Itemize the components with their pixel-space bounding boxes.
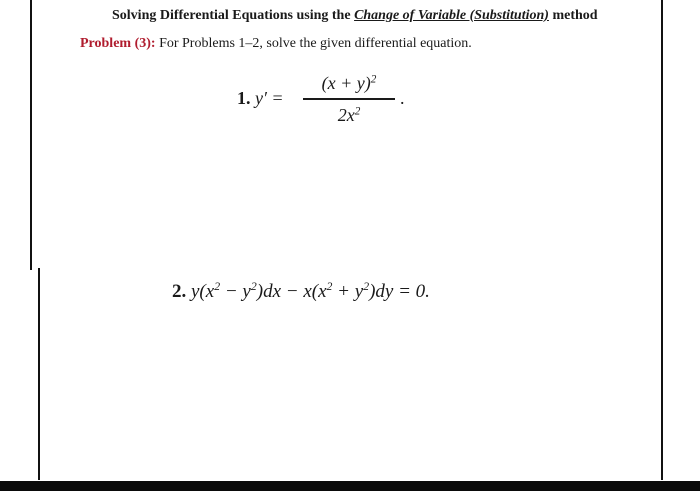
equation-2-part: − y xyxy=(220,281,251,302)
equation-2-expression xyxy=(191,281,430,302)
equation-2-part: + y xyxy=(332,281,364,302)
equation-1-lhs xyxy=(237,88,284,109)
equation-1-fraction-bar xyxy=(303,98,395,100)
equation-1-number: 1. xyxy=(237,88,251,108)
page-heading xyxy=(112,8,598,24)
equation-1-fraction xyxy=(303,70,395,127)
left-border-line-lower xyxy=(38,268,40,480)
bottom-border-bar xyxy=(0,481,700,491)
equation-2-part: )dy = 0. xyxy=(369,281,430,302)
heading-suffix: method xyxy=(548,8,598,23)
equation-1-left-side: y′ = xyxy=(255,88,284,108)
equation-1-denominator xyxy=(303,103,395,127)
equation-1-denominator-exponent: 2 xyxy=(354,104,361,117)
problem-label: Problem (3): xyxy=(80,36,156,51)
equation-1-numerator-exponent: 2 xyxy=(370,73,377,86)
equation-1-numerator-base: (x + y) xyxy=(321,73,371,93)
heading-prefix: Solving Differential Equations using the xyxy=(112,8,355,23)
heading-method-name: Change of Variable (Substitution) xyxy=(354,8,549,23)
right-border-line xyxy=(661,0,663,480)
equation-1-denominator-base: 2x xyxy=(337,104,355,125)
left-border-line xyxy=(30,0,32,270)
problem-statement xyxy=(80,36,472,52)
equation-2-part: )dx − x(x xyxy=(256,281,327,302)
equation-2-exponent: 2 xyxy=(214,279,221,293)
equation-2-part: y(x xyxy=(191,281,215,302)
equation-2-exponent: 2 xyxy=(250,279,257,293)
equation-1-numerator xyxy=(303,70,395,96)
equation-2-number: 2. xyxy=(172,281,187,302)
equation-1-period: . xyxy=(400,88,405,108)
equation-2-exponent: 2 xyxy=(363,279,370,293)
equation-2 xyxy=(172,281,430,303)
equation-2-exponent: 2 xyxy=(326,279,333,293)
problem-instruction: For Problems 1–2, solve the given differential equation. xyxy=(155,36,472,51)
